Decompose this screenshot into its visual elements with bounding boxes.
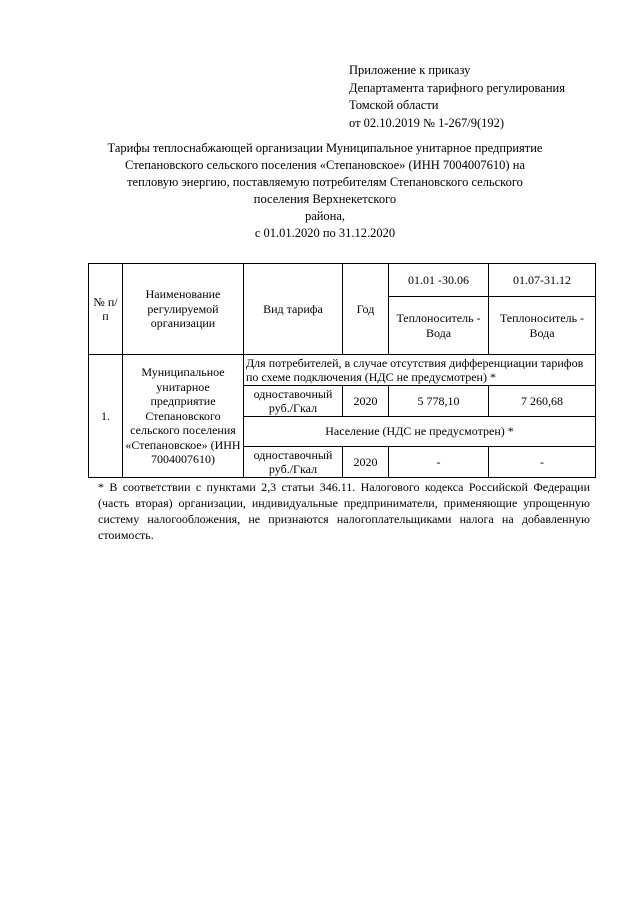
title-line: тепловую энергию, поставляемую потребителям Степановского сельского — [127, 175, 523, 189]
year-cell: 2020 — [343, 447, 389, 478]
header-year: Год — [343, 264, 389, 355]
appendix-line: Приложение к приказу — [349, 63, 471, 77]
tariff-table — [88, 263, 596, 478]
header-period-1: 01.01 -30.06 — [389, 264, 489, 297]
tariff-type-cell: одноставочный руб./Гкал — [244, 447, 343, 478]
appendix-line: Департамента тарифного регулирования — [349, 80, 565, 95]
header-period-2: 01.07-31.12 — [489, 264, 596, 297]
section-consumers: Для потребителей, в случае отсутствия дифференциации тарифов по схеме подключения (НДС не предусмотрен) * — [244, 355, 596, 386]
appendix-line: Томской области — [349, 98, 439, 112]
header-num: № п/п — [89, 264, 123, 355]
header-carrier-2: Теплоноситель - Вода — [489, 297, 596, 355]
tariff-type-cell: одноставочный руб./Гкал — [244, 386, 343, 417]
footnote: * В соответствии с пунктами 2,3 статьи 346.11. Налогового кодекса Российской Федерации (часть вторая) организации, индивидуальные предприниматели, применяющие упрощенную систему налогообложения, не признаются налогоплательщиками налога на добавленную стоимость. — [98, 480, 590, 542]
header-carrier-1: Теплоноситель - Вода — [389, 297, 489, 355]
title-line: с 01.01.2020 по 31.12.2020 — [254, 226, 396, 240]
title-line: района, — [304, 209, 346, 223]
value-period-2: 7 260,68 — [489, 386, 596, 417]
value-period-1: - — [389, 447, 489, 478]
row-num: 1. — [89, 355, 123, 478]
value-period-1: 5 778,10 — [389, 386, 489, 417]
section-population: Население (НДС не предусмотрен) * — [244, 417, 596, 447]
title-line: Степановского сельского поселения «Степановское» (ИНН 7004007610) на — [125, 158, 525, 172]
header-tariff-type: Вид тарифа — [244, 264, 343, 355]
row-org: Муниципальное унитарное предприятие Степановского сельского поселения «Степановское» (ИНН 7004007610) — [123, 355, 244, 478]
value-period-2: - — [489, 447, 596, 478]
appendix-block — [349, 62, 565, 132]
header-org: Наименование регулируемой организации — [123, 264, 244, 355]
title-line: поселения Верхнекетского — [253, 192, 397, 206]
appendix-line: от 02.10.2019 № 1-267/9(192) — [349, 115, 505, 130]
document-title — [88, 140, 562, 242]
year-cell: 2020 — [343, 386, 389, 417]
title-line: Тарифы теплоснабжающей организации Муниципальное унитарное предприятие — [107, 141, 543, 155]
